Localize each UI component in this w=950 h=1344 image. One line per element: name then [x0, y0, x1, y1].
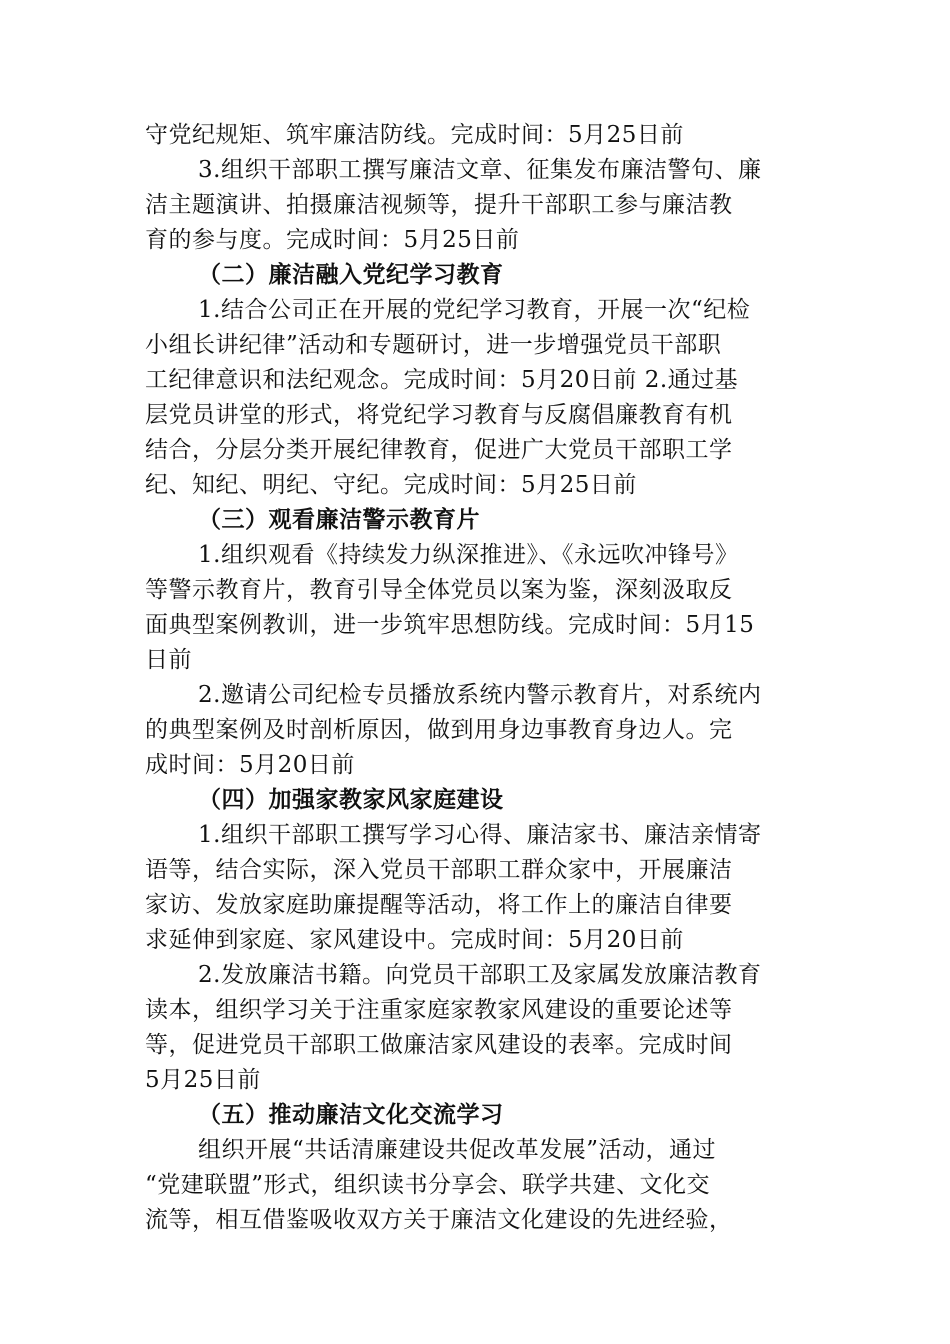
paragraph-line: 1.组织干部职工撰写学习心得、廉洁家书、廉洁亲情寄	[198, 822, 762, 848]
paragraph-line: 2.发放廉洁书籍。向党员干部职工及家属发放廉洁教育	[198, 962, 762, 988]
paragraph-line: 结合，分层分类开展纪律教育，促进广大党员干部职工学	[145, 437, 733, 463]
paragraph-line: 日前	[145, 647, 192, 673]
paragraph-line: 的典型案例及时剖析原因，做到用身边事教育身边人。完	[145, 717, 733, 743]
paragraph-line: 家访、发放家庭助廉提醒等活动，将工作上的廉洁自律要	[145, 892, 733, 918]
paragraph-line: 小组长讲纪律”活动和专题研讨，进一步增强党员干部职	[145, 332, 722, 358]
paragraph-line: 2.邀请公司纪检专员播放系统内警示教育片，对系统内	[198, 682, 762, 708]
section-heading: （二）廉洁融入党纪学习教育	[198, 261, 504, 288]
paragraph-line: 面典型案例教训，进一步筑牢思想防线。完成时间：5月15	[145, 612, 755, 638]
paragraph-line: 组织开展“共话清廉建设共促改革发展”活动，通过	[198, 1137, 717, 1163]
paragraph-line: 育的参与度。完成时间：5月25日前	[145, 227, 520, 253]
paragraph-line: “党建联盟”形式，组织读书分享会、联学共建、文化交	[145, 1172, 711, 1198]
paragraph-line: 语等，结合实际，深入党员干部职工群众家中，开展廉洁	[145, 857, 733, 883]
paragraph-line: 工纪律意识和法纪观念。完成时间：5月20日前 2.通过基	[145, 367, 739, 393]
paragraph-line: 1.组织观看《持续发力纵深推进》、《永远吹冲锋号》	[198, 542, 739, 568]
paragraph-line: 等，促进党员干部职工做廉洁家风建设的表率。完成时间	[145, 1032, 733, 1058]
section-heading: （五）推动廉洁文化交流学习	[198, 1101, 504, 1128]
paragraph-line: 求延伸到家庭、家风建设中。完成时间：5月20日前	[145, 927, 684, 953]
section-heading: （四）加强家教家风家庭建设	[198, 786, 504, 813]
paragraph-line: 流等，相互借鉴吸收双方关于廉洁文化建设的先进经验，	[145, 1207, 733, 1233]
paragraph-line: 层党员讲堂的形式，将党纪学习教育与反腐倡廉教育有机	[145, 402, 733, 428]
paragraph-line: 洁主题演讲、拍摄廉洁视频等，提升干部职工参与廉洁教	[145, 192, 733, 218]
paragraph-line: 等警示教育片，教育引导全体党员以案为鉴，深刻汲取反	[145, 577, 733, 603]
paragraph-line: 纪、知纪、明纪、守纪。完成时间：5月25日前	[145, 472, 637, 498]
paragraph-line: 5月25日前	[145, 1067, 261, 1093]
paragraph-line: 3.组织干部职工撰写廉洁文章、征集发布廉洁警句、廉	[198, 157, 762, 183]
paragraph-line: 1.结合公司正在开展的党纪学习教育，开展一次“纪检	[198, 297, 751, 323]
paragraph-line: 守党纪规矩、筑牢廉洁防线。完成时间：5月25日前	[145, 122, 684, 148]
section-heading: （三）观看廉洁警示教育片	[198, 506, 480, 533]
paragraph-line: 读本，组织学习关于注重家庭家教家风建设的重要论述等	[145, 997, 733, 1023]
paragraph-line: 成时间：5月20日前	[145, 752, 355, 778]
